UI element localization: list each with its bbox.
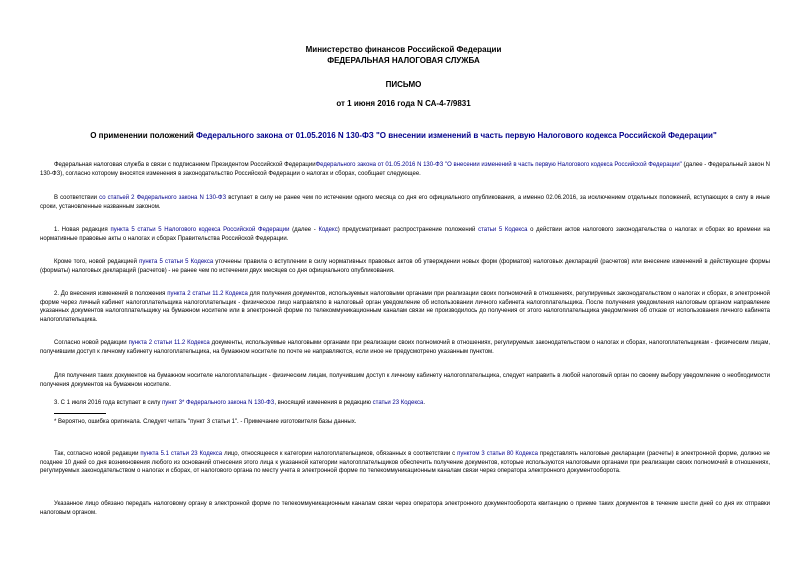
paragraph-intro [40,161,770,178]
paragraph-entry-into-force [40,194,770,211]
law-reference-link[interactable]: статьи 23 Кодекса [372,400,424,406]
service-name: ФЕДЕРАЛЬНАЯ НАЛОГОВАЯ СЛУЖБА [327,56,480,65]
paragraph-receipt [40,500,770,517]
title-prefix: О применении положений [90,131,197,140]
paragraph-text: уточнены правила о вступлении в силу нормативных правовых актов об утверждении новых форм (форматов) налоговых деклараций (расчетов) или внесение изменений в действующие формы (форматы) налоговых деклараций (расчетов) - не ранее чем по истечении двух месяцев со дня официального опубликования. [40,259,770,274]
paragraph-paper-documents [40,372,770,389]
ministry-name: Министерство финансов Российской Федерации [305,45,502,54]
paragraph-text: Указанное лицо обязано передать налоговому органу в электронной форме по телекоммуникационным каналам связи через оператора электронного документооборота квитанцию о приеме таких документов в течение шести дней со дня их отправки налоговым органом. [40,501,770,516]
paragraph-text: документы, используемые налоговыми органами при реализации своих полномочий в отношениях, регулируемых законодательством о налогах и сборах, налогоплательщикам - физическим лицам, получившим доступ к личному кабинету налогоплательщика, на бумажном носителе по почте не направляются, если иное не предусмотрено указанным пунктом. [40,340,770,355]
law-reference-link[interactable]: пункта 2 статьи 11.2 Кодекса [128,340,210,346]
paragraph-text: о действии актов налогового законодательства о налогах и сборах во времени на нормативные правовые акты о налогах и сборах Правительства Российской Федерации. [40,227,770,242]
law-reference-link[interactable]: Федерального закона от 01.05.2016 N 130-ФЗ "О внесении изменений в часть первую Налогового кодекса Российской Федерации" [315,162,682,168]
paragraph-new-edition [40,339,770,356]
footnote-separator [54,413,106,414]
law-reference-link[interactable]: пункта 2 статьи 11.2 Кодекса [167,291,248,297]
paragraph-forms-rules [40,258,770,275]
law-reference-link[interactable]: пункта 5.1 статьи 23 Кодекса [140,451,223,457]
law-reference-link[interactable]: пункта 5 статьи 5 Налогового кодекса Российской Федерации [110,227,290,233]
paragraph-item-2 [40,290,770,324]
paragraph-text: Для получения таких документов на бумажном носителе налогоплательщик - физическим лицам, получившим доступ к личному кабинету налогоплательщика, следует направить в любой налоговый орган по своему выбору уведомление о необходимости получения документов на бумажном носителе. [40,373,770,388]
law-reference-link[interactable]: пунктом 3 статьи 80 Кодекса [457,451,538,457]
paragraph-item-1 [40,226,770,243]
paragraph-text: 2. До внесения изменений в положения [54,291,168,297]
paragraph-text: (далее - [289,227,319,233]
law-reference-link[interactable]: статьи 5 Кодекса [478,227,528,233]
paragraph-text: 1. Новая редакция [54,227,111,233]
document-date-number: от 1 июня 2016 года N СА-4-7/9831 [336,99,471,108]
law-reference-link[interactable]: пункт 3* Федерального закона N 130-ФЗ [162,400,275,406]
paragraph-text: В соответствии [54,195,100,201]
paragraph-article-23 [40,450,770,476]
law-reference-link[interactable]: Кодекс [318,227,338,233]
footnote [40,418,770,427]
document-title [40,131,767,141]
paragraph-text: 3. С 1 июля 2016 года вступает в силу [54,400,163,406]
paragraph-text: , вносящий изменения в редакцию [274,400,373,406]
paragraph-text: ) предусматривает распространение положений [337,227,479,233]
paragraph-text: для получения документов, используемых налоговыми органами при реализации своих полномочий в отношениях, регулируемых законодательством о налогах и сборах, в электронной форме через личный кабинет налогоплательщика налогоплательщик - физическое лицо направляло в налоговый орган уведомление об использовании личного кабинета налогоплательщика. После получения уведомления налоговым органом направление указанных документов налогоплательщику на бумажном носителе или в электронной форме по телекоммуникационным каналам связи не производилось до получения от этого налогоплательщика уведомления об отказе от использования личного кабинета налогоплательщика. [40,291,770,323]
paragraph-text: Так, согласно новой редакции [54,451,141,457]
paragraph-text: вступает в силу не ранее чем по истечении одного месяца со дня его официального опубликования, а именно 02.06.2016, за исключением отдельных положений, вступающих в силу в иные сроки, установленные названным законом. [40,195,770,210]
paragraph-text: * Вероятно, ошибка оригинала. Следует читать "пункт 3 статьи 1". - Примечание изготовителя базы данных. [54,419,357,425]
paragraph-text: Федеральная налоговая служба в связи с подписанием Президентом Российской Федерации [54,162,316,168]
paragraph-item-3 [40,399,770,408]
law-reference-link[interactable]: со статьей 2 Федерального закона N 130-ФЗ [99,195,227,201]
paragraph-text: Согласно новой редакции [54,340,129,346]
document-type: ПИСЬМО [385,80,422,89]
law-reference-link[interactable]: пункта 5 статьи 5 Кодекса [139,259,214,265]
paragraph-text: представлять налоговые декларации (расчеты) в электронной форме, должно не позднее 10 дней со дня возникновения любого из оснований отнесения этого лица к указанной категории налогоплательщиков обеспечить получение документов, которые используются налоговыми органами при реализации своих полномочий в отношениях, регулируемых законодательством о налогах и сборах, от налогового органа по месту учета в электронной форме по телекоммуникационным каналам связи через оператора электронного документооборота. [40,451,770,475]
paragraph-text: лицо, относящееся к категории налогоплательщиков, обязанных в соответствии с [222,451,458,457]
paragraph-text: . [423,400,426,406]
title-law-link[interactable]: Федерального закона от 01.05.2016 N 130-ФЗ "О внесении изменений в часть первую Налогового кодекса Российской Федерации" [196,131,717,140]
paragraph-text: Кроме того, новой редакцией [54,259,140,265]
paragraph-text: (далее - Федеральный закон N 130-ФЗ), согласно которому вносятся изменения в законодательство Российской Федерации о налогах и сборах, сообщает следующее. [40,162,770,177]
